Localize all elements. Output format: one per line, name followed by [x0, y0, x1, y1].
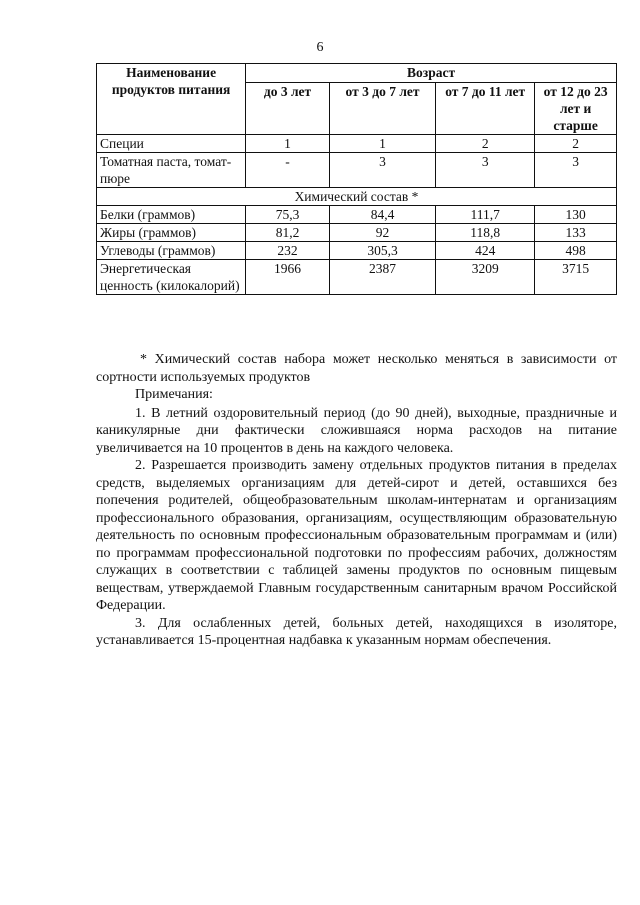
header-age-col: до 3 лет [246, 83, 330, 135]
row-value: 232 [246, 242, 330, 260]
table-header-row [97, 64, 617, 83]
row-value: 130 [535, 206, 617, 224]
notes-title: Примечания: [135, 387, 213, 402]
row-value: 424 [436, 242, 535, 260]
row-value: 3 [329, 153, 435, 188]
row-name: Жиры (граммов) [97, 224, 246, 242]
table-section-row [97, 188, 617, 206]
chemical-composition-footnote: * Химический состав набора может несколько меняться в зависимости от сортности используемых продуктов [96, 352, 617, 385]
row-name: Энергетическая ценность (килокалорий) [97, 260, 246, 295]
row-value: 2387 [329, 260, 435, 295]
table-row [97, 260, 617, 295]
row-value: 3715 [535, 260, 617, 295]
row-name: Томатная паста, томат-пюре [97, 153, 246, 188]
row-value: 1966 [246, 260, 330, 295]
row-value: 1 [329, 135, 435, 153]
row-value: 1 [246, 135, 330, 153]
notes-section [96, 386, 617, 650]
row-value: 2 [436, 135, 535, 153]
row-value: 75,3 [246, 206, 330, 224]
row-value: 3209 [436, 260, 535, 295]
row-value: 305,3 [329, 242, 435, 260]
row-value: 111,7 [436, 206, 535, 224]
note-item: 3. Для ослабленных детей, больных детей, находящихся в изоляторе, устанавливается 15-процентная надбавка к указанным нормам обеспечения. [96, 615, 617, 648]
row-value: 498 [535, 242, 617, 260]
header-age-col: от 3 до 7 лет [329, 83, 435, 135]
row-value: 3 [535, 153, 617, 188]
header-product-name: Наименование продуктов питания [97, 64, 246, 135]
row-value: 84,4 [329, 206, 435, 224]
row-value: 133 [535, 224, 617, 242]
row-value: 81,2 [246, 224, 330, 242]
table-row [97, 242, 617, 260]
row-name: Белки (граммов) [97, 206, 246, 224]
table-row [97, 224, 617, 242]
header-age-group: Возраст [246, 64, 617, 83]
table-row [97, 135, 617, 153]
note-item: 1. В летний оздоровительный период (до 90 дней), выходные, праздничные и каникулярные дни фактически сложившаяся норма расходов на питание увеличивается на 10 процентов в день на каждого человека. [96, 405, 617, 456]
page-number: 6 [316, 40, 324, 55]
food-norms-table [96, 63, 617, 295]
header-age-col: от 7 до 11 лет [436, 83, 535, 135]
row-value: 3 [436, 153, 535, 188]
row-name: Углеводы (граммов) [97, 242, 246, 260]
row-value: 92 [329, 224, 435, 242]
row-name: Специи [97, 135, 246, 153]
row-value: - [246, 153, 330, 188]
row-value: 118,8 [436, 224, 535, 242]
table-row [97, 153, 617, 188]
section-chemical-composition: Химический состав * [97, 188, 617, 206]
note-item: 2. Разрешается производить замену отдельных продуктов питания в пределах средств, выделяемых организациям для детей-сирот и детей, оставшихся без попечения родителей, общеобразовательным школам-интернатам и организациям профессионального образования, организациям, осуществляющим образовательную деятельность по основным профессиональным образовательным программам и (или) по программам профессиональной подготовки по профессиям рабочих, должностям служащих в соответствии с таблицей замены продуктов по основным пищевым веществам, утверждаемой Главным государственным санитарным врачом Российской Федерации. [96, 458, 617, 613]
header-age-col: от 12 до 23 лет и старше [535, 83, 617, 135]
table-row [97, 206, 617, 224]
row-value: 2 [535, 135, 617, 153]
